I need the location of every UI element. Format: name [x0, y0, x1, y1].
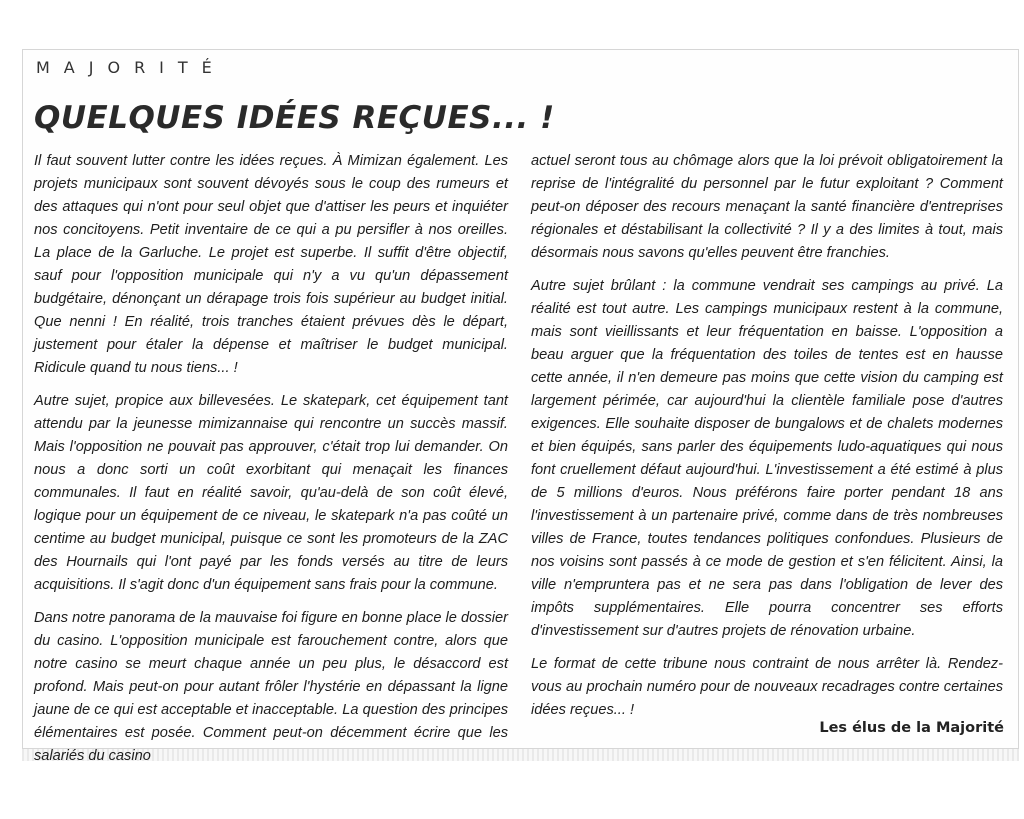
paragraph: Autre sujet, propice aux billevesées. Le skatepark, cet équipement tant attendu par la jeunesse mimizannaise qui rencontre un succès massif. Mais l'opposition ne pouvait pas approuver, c'était trop lui demander. On nous a donc sorti un coût exorbitant qui menaçait les finances communales. Il faut en réalité savoir, qu'au-delà de son coût élevé, logique pour un équipement de ce niveau, le skatepark n'a pas coûté un centime au budget municipal, puisque ce sont les promoteurs de la ZAC des Hournails qui l'ont payé par les fonds versés au titre de leurs acquisitions. Il s'agit donc d'un équipement sans frais pour la commune.	[34, 393, 508, 593]
right-column	[531, 150, 1003, 732]
section-label: MAJORITÉ	[36, 58, 226, 77]
paragraph: Il faut souvent lutter contre les idées reçues. À Mimizan également. Les projets municipaux sont souvent dévoyés sous le coup des rumeurs et des attaques qui n'ont pour seul objet que d'attiser les peurs et inquiéter nos concitoyens. Petit inventaire de ce qui a pu persifler à nos oreilles. La place de la Garluche. Le projet est superbe. Il suffit d'être objectif, sauf pour l'opposition municipale qui n'y a vu qu'un dépassement budgétaire, dénonçant un dérapage trois fois supérieur au budget initial. Que nenni ! En réalité, trois tranches étaient prévues dès le départ, justement pour étaler la dépense et maîtriser le budget municipal. Ridicule quand tu nous tiens... !	[34, 153, 508, 376]
paragraph: actuel seront tous au chômage alors que la loi prévoit obligatoirement la reprise de l'intégralité du personnel par le futur exploitant ? Comment peut-on déposer des recours menaçant la santé financière d'entreprises régionales et déstabilisant la collectivité ? Il y a des limites à tout, mais désormais nous savons qu'elles peuvent être franchies.	[531, 153, 1003, 261]
paragraph: Autre sujet brûlant : la commune vendrait ses campings au privé. La réalité est tout autre. Les campings municipaux restent à la commune, mais sont vieillissants et leur fréquentation en baisse. L'opposition a beau arguer que la fréquentation des toiles de tentes est en hausse cette année, il n'en demeure pas moins que cette vision du camping est largement périmée, car aujourd'hui la clientèle familiale pose d'autres exigences. Elle souhaite disposer de bungalows et de chalets modernes et bien équipés, sans parler des équipements ludo-aquatiques qui nous font cruellement défaut aujourd'hui. L'investissement a été estimé à plus de 5 millions d'euros. Nous préférons faire porter pendant 18 ans l'investissement à un partenaire privé, comme dans de très nombreuses villes de France, toutes tendances politiques confondues. Plusieurs de nos voisins sont passés à ce mode de gestion et s'en félicitent. Ainsi, la ville n'empruntera pas et ne sera pas dans l'obligation de lever des impôts supplémentaires. Elle pourra concentrer ses efforts d'investissement sur d'autres projets de rénovation urbaine.	[531, 278, 1003, 639]
paragraph: Le format de cette tribune nous contraint de nous arrêter là. Rendez-vous au prochain numéro pour de nouveaux recadrages contre certaines idées reçues... !	[531, 656, 1003, 718]
paragraph: Dans notre panorama de la mauvaise foi figure en bonne place le dossier du casino. L'opposition municipale est farouchement contre, alors que notre casino se meurt chaque année un peu plus, le désaccord est profond. Mais peut-on pour autant frôler l'hystérie en dépassant la ligne jaune de ce qui est acceptable et inacceptable. La question des principes élémentaires est posée. Comment peut-on décemment écrire que les salariés du casino	[34, 610, 508, 764]
article-title: QUELQUES IDÉES REÇUES... !	[34, 100, 555, 136]
left-column	[34, 150, 508, 778]
signature: Les élus de la Majorité	[819, 720, 1004, 736]
